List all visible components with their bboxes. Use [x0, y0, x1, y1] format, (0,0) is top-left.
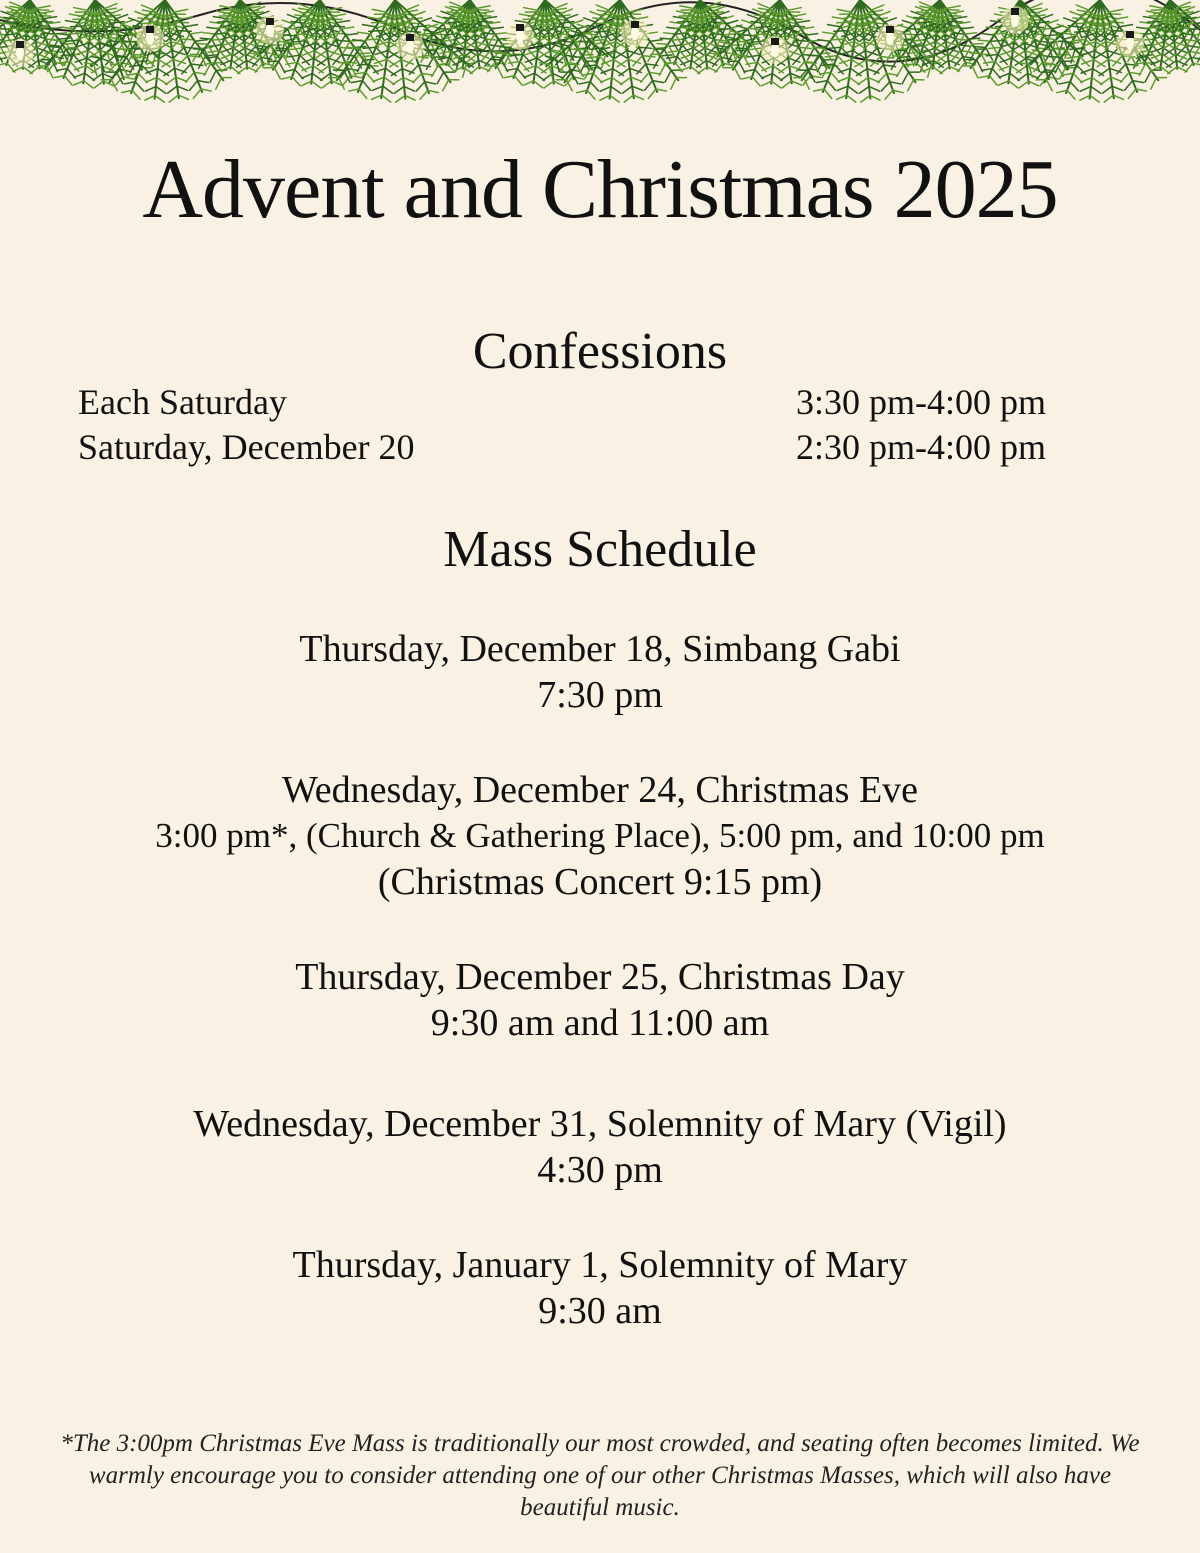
- mass-schedule-heading: Mass Schedule: [443, 521, 757, 578]
- confession-day: Each Saturday: [78, 382, 287, 422]
- mass-entry-times: 9:30 am and 11:00 am: [430, 1002, 770, 1044]
- mass-entry-title: Thursday, January 1, Solemnity of Mary: [292, 1244, 908, 1286]
- confessions-heading: Confessions: [472, 323, 728, 380]
- confession-time: 3:30 pm-4:00 pm: [796, 382, 1046, 422]
- mass-entry: [60, 767, 1140, 905]
- mass-entry: [60, 1242, 1140, 1334]
- mass-entry-times: 9:30 am: [538, 1290, 662, 1332]
- confession-time: 2:30 pm-4:00 pm: [796, 427, 1046, 467]
- mass-entry: [60, 954, 1140, 1046]
- mass-entry: [60, 1101, 1140, 1193]
- confession-day: Saturday, December 20: [78, 427, 415, 467]
- mass-entry-title: Thursday, December 25, Christmas Day: [295, 956, 905, 998]
- mass-entry-times: 7:30 pm: [537, 674, 663, 716]
- mass-entry-title: Thursday, December 18, Simbang Gabi: [299, 628, 901, 670]
- mass-entry-times: 3:00 pm*, (Church & Gathering Place), 5:00 pm, and 10:00 pm: [155, 816, 1045, 855]
- mass-entry-times: 4:30 pm: [537, 1149, 663, 1191]
- pine-garland-icon: [0, 0, 1200, 115]
- mass-entry: [60, 626, 1140, 718]
- confession-row: [78, 380, 1046, 424]
- confession-row: [78, 425, 1046, 469]
- mass-entry-title: Wednesday, December 24, Christmas Eve: [281, 769, 919, 811]
- footnote: *The 3:00pm Christmas Eve Mass is traditionally our most crowded, and seating often becomes limited. We warmly encourage you to consider attending one of our other Christmas Masses, which will also have beautiful music.: [60, 1430, 1140, 1521]
- mass-entry-title: Wednesday, December 31, Solemnity of Mary (Vigil): [193, 1103, 1007, 1145]
- mass-entry-note: (Christmas Concert 9:15 pm): [377, 861, 823, 903]
- page-title: Advent and Christmas 2025: [142, 143, 1058, 236]
